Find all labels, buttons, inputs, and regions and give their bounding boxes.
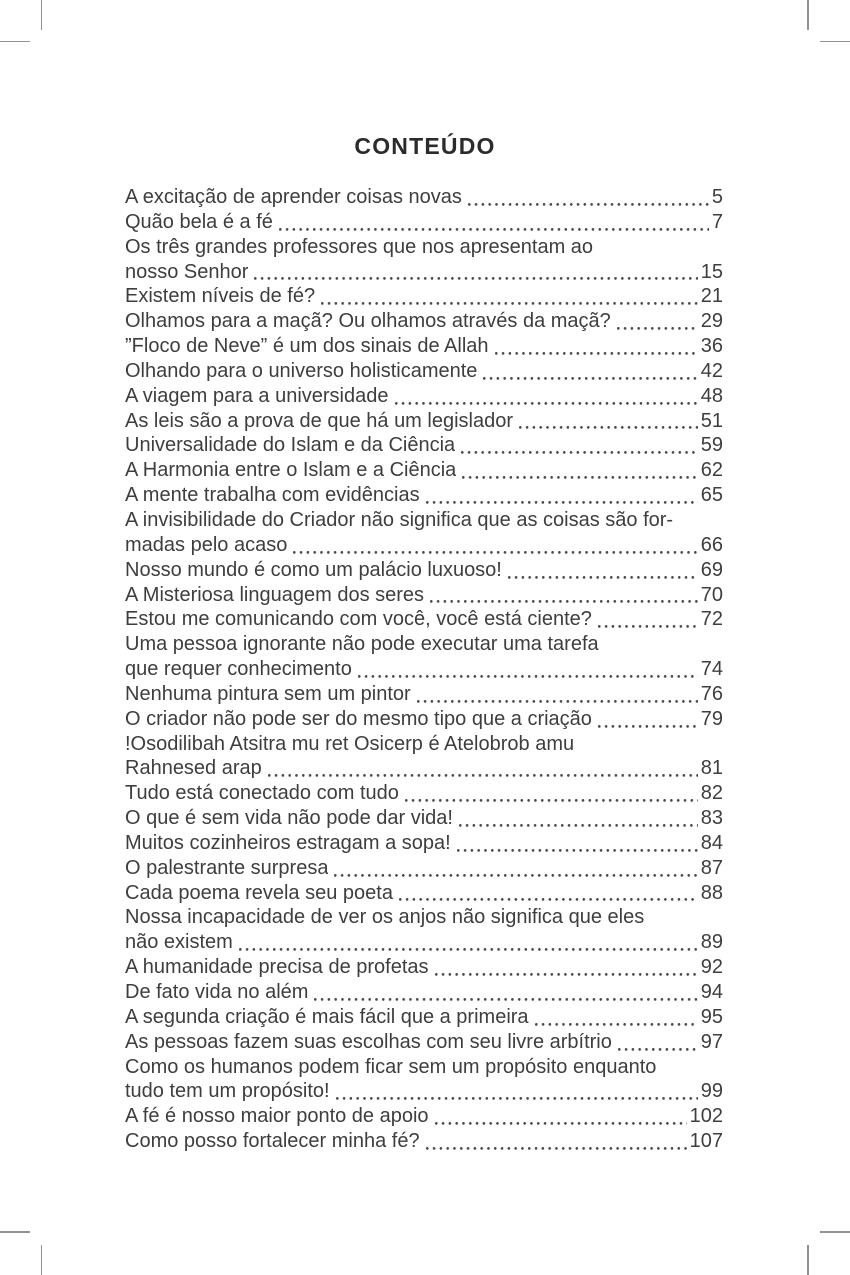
crop-mark-bottom-left-vertical xyxy=(41,1245,43,1275)
dot-leader xyxy=(319,298,698,309)
toc-entry xyxy=(125,1030,723,1055)
toc-entry xyxy=(125,806,723,831)
page-number: 82 xyxy=(700,782,723,805)
dot-leader xyxy=(277,224,709,235)
entry-title: A excitação de aprender coisas novas xyxy=(125,186,462,208)
toc-line xyxy=(125,359,723,384)
toc-line xyxy=(125,1129,723,1154)
page-number: 102 xyxy=(689,1105,723,1128)
toc-line xyxy=(125,1005,723,1030)
toc-entry xyxy=(125,508,723,558)
entry-title: Os três grandes professores que nos apresentam ao xyxy=(125,235,594,258)
toc-line xyxy=(125,433,723,458)
dot-leader xyxy=(466,199,709,210)
entry-title: Olhamos para a maçã? Ou olhamos através da maçã? xyxy=(125,310,611,333)
toc-line xyxy=(125,1030,723,1055)
toc-entry xyxy=(125,1055,723,1105)
page-number: 95 xyxy=(700,1005,723,1028)
dot-leader xyxy=(506,572,698,583)
page-number: 88 xyxy=(700,881,723,904)
toc-line xyxy=(125,309,723,334)
dot-leader xyxy=(428,596,698,607)
toc-entry xyxy=(125,483,723,508)
toc-entry xyxy=(125,1104,723,1129)
toc-line xyxy=(125,533,723,558)
dot-leader xyxy=(481,373,697,384)
toc-entry xyxy=(125,881,723,906)
page-number: 89 xyxy=(700,931,723,954)
toc-entry xyxy=(125,781,723,806)
page-number: 69 xyxy=(700,558,723,581)
toc-line xyxy=(125,334,723,359)
page-number: 36 xyxy=(700,335,723,358)
page-number: 72 xyxy=(700,608,723,631)
page-number: 70 xyxy=(700,583,723,606)
entry-title: Como os humanos podem ficar sem um propósito enquanto xyxy=(125,1055,657,1078)
dot-leader xyxy=(266,770,698,781)
dot-leader xyxy=(433,1118,687,1129)
toc-line xyxy=(125,508,723,533)
entry-title: Olhando para o universo holisticamente xyxy=(125,359,478,382)
dot-leader xyxy=(424,497,698,508)
page-number: 79 xyxy=(700,707,723,730)
toc-entry xyxy=(125,185,723,210)
dot-leader xyxy=(291,547,697,558)
dot-leader xyxy=(397,894,698,905)
page-number: 94 xyxy=(700,981,723,1003)
dot-leader xyxy=(403,795,698,806)
toc-entry xyxy=(125,955,723,980)
entry-title: nosso Senhor xyxy=(125,260,249,283)
toc-entry xyxy=(125,1005,723,1030)
dot-leader xyxy=(312,994,697,1005)
toc-line xyxy=(125,409,723,434)
toc-entry xyxy=(125,682,723,707)
entry-title: madas pelo acaso xyxy=(125,533,288,556)
toc-entry xyxy=(125,309,723,334)
dot-leader xyxy=(457,820,698,831)
entry-title: Rahnesed arap xyxy=(125,757,262,780)
toc-line xyxy=(125,384,723,409)
dot-leader xyxy=(332,870,697,881)
entry-title: A fé é nosso maior ponto de apoio xyxy=(125,1105,429,1128)
crop-mark-top-right-vertical xyxy=(807,0,809,30)
toc-line xyxy=(125,781,723,806)
toc-line xyxy=(125,558,723,583)
page-number: 42 xyxy=(700,359,723,382)
dot-leader xyxy=(615,323,698,334)
dot-leader xyxy=(460,472,697,483)
toc-line xyxy=(125,458,723,483)
toc-line xyxy=(125,682,723,707)
entry-title: !Osodilibah Atsitra mu ret Osicerp é Atelobrob amu xyxy=(125,732,575,755)
page-number: 66 xyxy=(700,533,723,556)
page-number: 97 xyxy=(700,1030,723,1053)
toc-entry xyxy=(125,558,723,583)
page-number: 92 xyxy=(700,956,723,979)
page-number: 15 xyxy=(700,260,723,283)
toc-entry xyxy=(125,732,723,782)
entry-title: A Misteriosa linguagem dos seres xyxy=(125,583,425,606)
dot-leader xyxy=(252,273,697,284)
dot-leader xyxy=(356,671,698,682)
entry-title: Como posso fortalecer minha fé? xyxy=(125,1130,420,1153)
toc-line xyxy=(125,856,723,881)
toc-entry xyxy=(125,856,723,881)
page-number: 21 xyxy=(700,285,723,308)
entry-title: Nenhuma pintura sem um pintor xyxy=(125,682,411,705)
entry-title: Muitos cozinheiros estragam a sopa! xyxy=(125,831,451,854)
dot-leader xyxy=(415,696,698,707)
toc-entry xyxy=(125,831,723,856)
dot-leader xyxy=(334,1093,698,1104)
toc-entry xyxy=(125,458,723,483)
entry-title: Estou me comunicando com você, você está ciente? xyxy=(125,608,592,631)
toc-entry xyxy=(125,1129,723,1154)
toc-line xyxy=(125,707,723,732)
toc-line xyxy=(125,905,723,930)
toc-entry xyxy=(125,409,723,434)
dot-leader xyxy=(393,398,698,409)
toc-line xyxy=(125,657,723,682)
toc-line xyxy=(125,210,723,235)
crop-mark-bottom-right-horizontal xyxy=(820,1231,850,1233)
page-number: 65 xyxy=(700,484,723,507)
toc-list xyxy=(125,185,723,1154)
entry-title: tudo tem um propósito! xyxy=(125,1080,330,1103)
page-number: 87 xyxy=(700,856,723,879)
entry-title: A viagem para a universidade xyxy=(125,384,389,407)
page-number: 5 xyxy=(711,186,723,208)
entry-title: Quão bela é a fé xyxy=(125,210,273,233)
toc-line xyxy=(125,756,723,781)
page-number: 99 xyxy=(700,1080,723,1103)
toc-line xyxy=(125,235,723,260)
entry-title: A Harmonia entre o Islam e a Ciência xyxy=(125,459,457,482)
page-number: 59 xyxy=(700,434,723,457)
dot-leader xyxy=(596,621,698,632)
dot-leader xyxy=(493,348,698,359)
toc-entry xyxy=(125,583,723,608)
toc-line xyxy=(125,732,723,757)
dot-leader xyxy=(455,845,698,856)
entry-title: A segunda criação é mais fácil que a primeira xyxy=(125,1005,529,1028)
entry-title: O criador não pode ser do mesmo tipo que a criação xyxy=(125,707,592,730)
page-number: 81 xyxy=(700,757,723,780)
entry-title: não existem xyxy=(125,931,233,954)
entry-title: Tudo está conectado com tudo xyxy=(125,782,399,805)
toc-entry xyxy=(125,334,723,359)
toc-line xyxy=(125,1055,723,1080)
toc-entry xyxy=(125,905,723,955)
page-number: 29 xyxy=(700,310,723,333)
toc-line xyxy=(125,930,723,955)
toc-line xyxy=(125,185,723,210)
toc-line xyxy=(125,607,723,632)
toc-line xyxy=(125,583,723,608)
page-number: 84 xyxy=(700,831,723,854)
toc-line xyxy=(125,881,723,906)
crop-mark-top-right-horizontal xyxy=(820,41,850,43)
entry-title: que requer conhecimento xyxy=(125,658,352,681)
dot-leader xyxy=(433,969,698,980)
toc-entry xyxy=(125,607,723,632)
page-number: 51 xyxy=(700,409,723,432)
entry-title: A mente trabalha com evidências xyxy=(125,484,420,507)
page-number: 107 xyxy=(689,1130,723,1153)
toc-line xyxy=(125,831,723,856)
toc-line xyxy=(125,806,723,831)
entry-title: Nossa incapacidade de ver os anjos não significa que eles xyxy=(125,906,645,929)
page-number: 48 xyxy=(700,384,723,407)
toc-line xyxy=(125,1104,723,1129)
toc-entry xyxy=(125,433,723,458)
toc-entry xyxy=(125,210,723,235)
entry-title: A humanidade precisa de profetas xyxy=(125,956,429,979)
dot-leader xyxy=(616,1044,698,1055)
crop-mark-bottom-right-vertical xyxy=(807,1245,809,1275)
toc-line xyxy=(125,260,723,285)
entry-title: Existem níveis de fé? xyxy=(125,285,316,308)
entry-title: O palestrante surpresa xyxy=(125,856,329,879)
toc-entry xyxy=(125,235,723,285)
toc-line xyxy=(125,980,723,1005)
dot-leader xyxy=(424,1143,687,1154)
dot-leader xyxy=(596,721,698,732)
toc-line xyxy=(125,483,723,508)
toc-line xyxy=(125,1079,723,1104)
toc-entry xyxy=(125,359,723,384)
toc-entry xyxy=(125,632,723,682)
page-number: 62 xyxy=(700,459,723,482)
entry-title: A invisibilidade do Criador não significa que as coisas são for- xyxy=(125,508,674,531)
dot-leader xyxy=(237,944,698,955)
entry-title: As leis são a prova de que há um legislador xyxy=(125,409,514,432)
toc-line xyxy=(125,955,723,980)
entry-title: ”Floco de Neve” é um dos sinais de Allah xyxy=(125,335,489,358)
entry-title: Uma pessoa ignorante não pode executar uma tarefa xyxy=(125,633,599,656)
toc-entry xyxy=(125,707,723,732)
entry-title: Nosso mundo é como um palácio luxuoso! xyxy=(125,558,502,581)
entry-title: Cada poema revela seu poeta xyxy=(125,881,393,904)
entry-title: Universalidade do Islam e da Ciência xyxy=(125,434,456,457)
page-number: 76 xyxy=(700,682,723,705)
crop-mark-top-left-horizontal xyxy=(0,41,30,43)
dot-leader xyxy=(533,1019,698,1030)
page-number: 7 xyxy=(711,210,723,233)
dot-leader xyxy=(517,422,698,433)
entry-title: O que é sem vida não pode dar vida! xyxy=(125,807,453,830)
crop-mark-top-left-vertical xyxy=(41,0,43,30)
page-number: 74 xyxy=(700,658,723,681)
dot-leader xyxy=(459,447,698,458)
toc-entry xyxy=(125,384,723,409)
entry-title: De fato vida no além xyxy=(125,981,309,1003)
toc-line xyxy=(125,632,723,657)
toc-line xyxy=(125,284,723,309)
entry-title: As pessoas fazem suas escolhas com seu livre arbítrio xyxy=(125,1030,612,1053)
crop-mark-bottom-left-horizontal xyxy=(0,1231,30,1233)
toc-entry xyxy=(125,980,723,1005)
toc-entry xyxy=(125,284,723,309)
page-number: 83 xyxy=(700,807,723,830)
page-title: CONTEÚDO xyxy=(354,133,496,159)
